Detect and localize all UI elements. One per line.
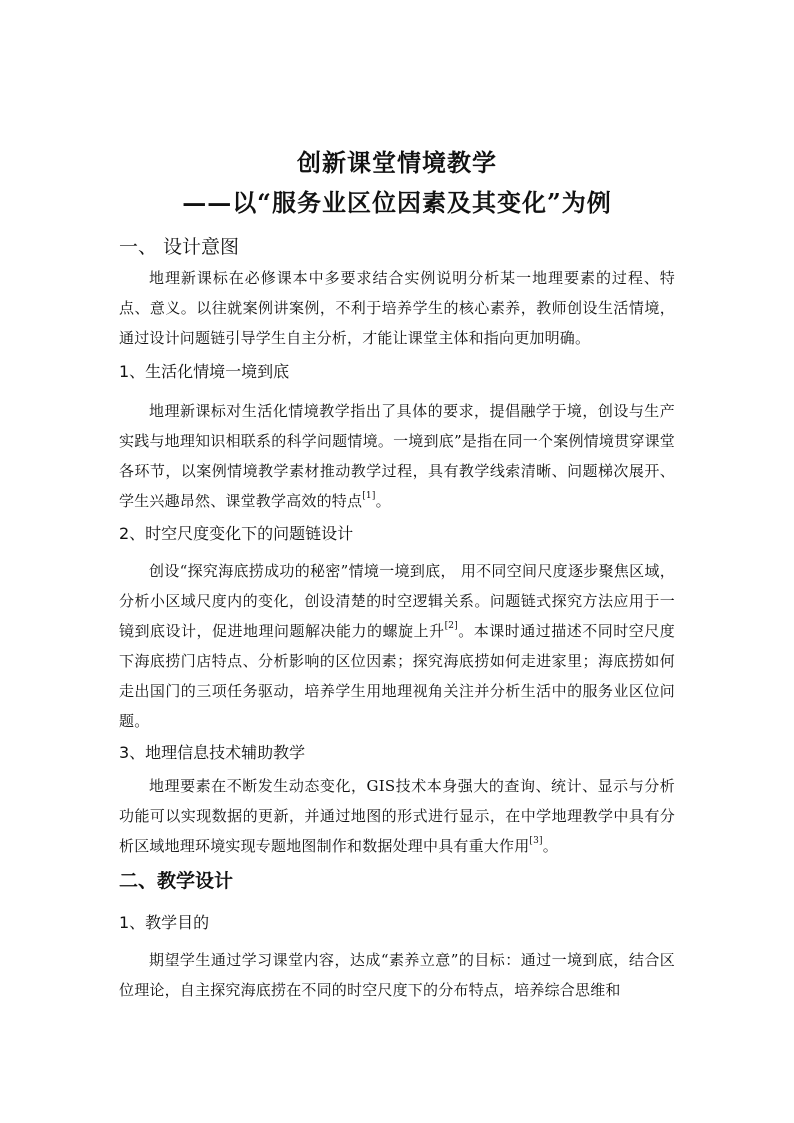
paragraph-end: 。: [375, 492, 391, 510]
paragraph-life-context: [119, 396, 675, 516]
paragraph-end: 。: [542, 837, 558, 855]
paragraph-design-intent: [119, 263, 675, 353]
paragraph-question-chain: [119, 556, 675, 736]
paragraph-text: 期望学生通过学习课堂内容，达成“素养立意”的目标：通过一境到底，结合区位理论，自主探究海底捞在不同的时空尺度下的分布特点，培养综合思维和: [119, 951, 675, 999]
document-title: 创新课堂情境教学: [297, 148, 497, 177]
citation-ref-2: [2]: [444, 621, 458, 631]
document-subtitle: ——以“服务业区位因素及其变化”为例: [182, 188, 612, 217]
subheading-gis: 3、地理信息技术辅助教学: [119, 743, 306, 762]
section-heading-teaching-design: 二、教学设计: [119, 870, 234, 892]
citation-ref-1: [1]: [362, 491, 376, 501]
paragraph-teaching-purpose: [119, 945, 675, 1005]
paragraph-text: 地理要素在不断发生动态变化，GIS技术本身强大的查询、统计、显示与分析功能可以实现数据的更新，并通过地图的形式进行显示，在中学地理教学中具有分析区域地理环境实现专题地图制作和数据处理中具有重大作用: [119, 777, 675, 855]
paragraph-text: 地理新课标对生活化情境教学指出了具体的要求，提倡融学于境，创设与生产实践与地理知识相联系的科学问题情境。一境到底”是指在同一个案例情境贯穿课堂各环节，以案例情境教学素材推动教学过程，具有教学线索清晰、问题梯次展开、学生兴趣昂然、课堂教学高效的特点: [119, 402, 675, 510]
subheading-life-context: 1、生活化情境一境到底: [119, 362, 290, 381]
subheading-teaching-purpose: 1、教学目的: [119, 913, 210, 932]
citation-ref-3: [3]: [529, 836, 543, 846]
paragraph-gis: [119, 771, 675, 861]
paragraph-text: 地理新课标在必修课本中多要求结合实例说明分析某一地理要素的过程、特点、意义。以往就案例讲案例，不利于培养学生的核心素养，教师创设生活情境，通过设计问题链引导学生自主分析，才能让课堂主体和指向更加明确。: [119, 269, 675, 347]
paragraph-text: 创设“探究海底捞成功的秘密”情境一境到底， 用不同空间尺度逐步聚焦区域，分析小区域尺度内的变化，创设清楚的时空逻辑关系。问题链式探究方法应用于一镜到底设计，促进地理问题解决能力的螺旋上升: [119, 562, 675, 640]
paragraph-text-continued: 。本课时通过描述不同时空尺度下海底捞门店特点、分析影响的区位因素；探究海底捞如何走进家里；海底捞如何走出国门的三项任务驱动，培养学生用地理视角关注并分析生活中的服务业区位问题。: [119, 622, 675, 730]
subheading-question-chain: 2、时空尺度变化下的问题链设计: [119, 524, 354, 543]
section-heading-design-intent: 一、 设计意图: [119, 236, 240, 258]
